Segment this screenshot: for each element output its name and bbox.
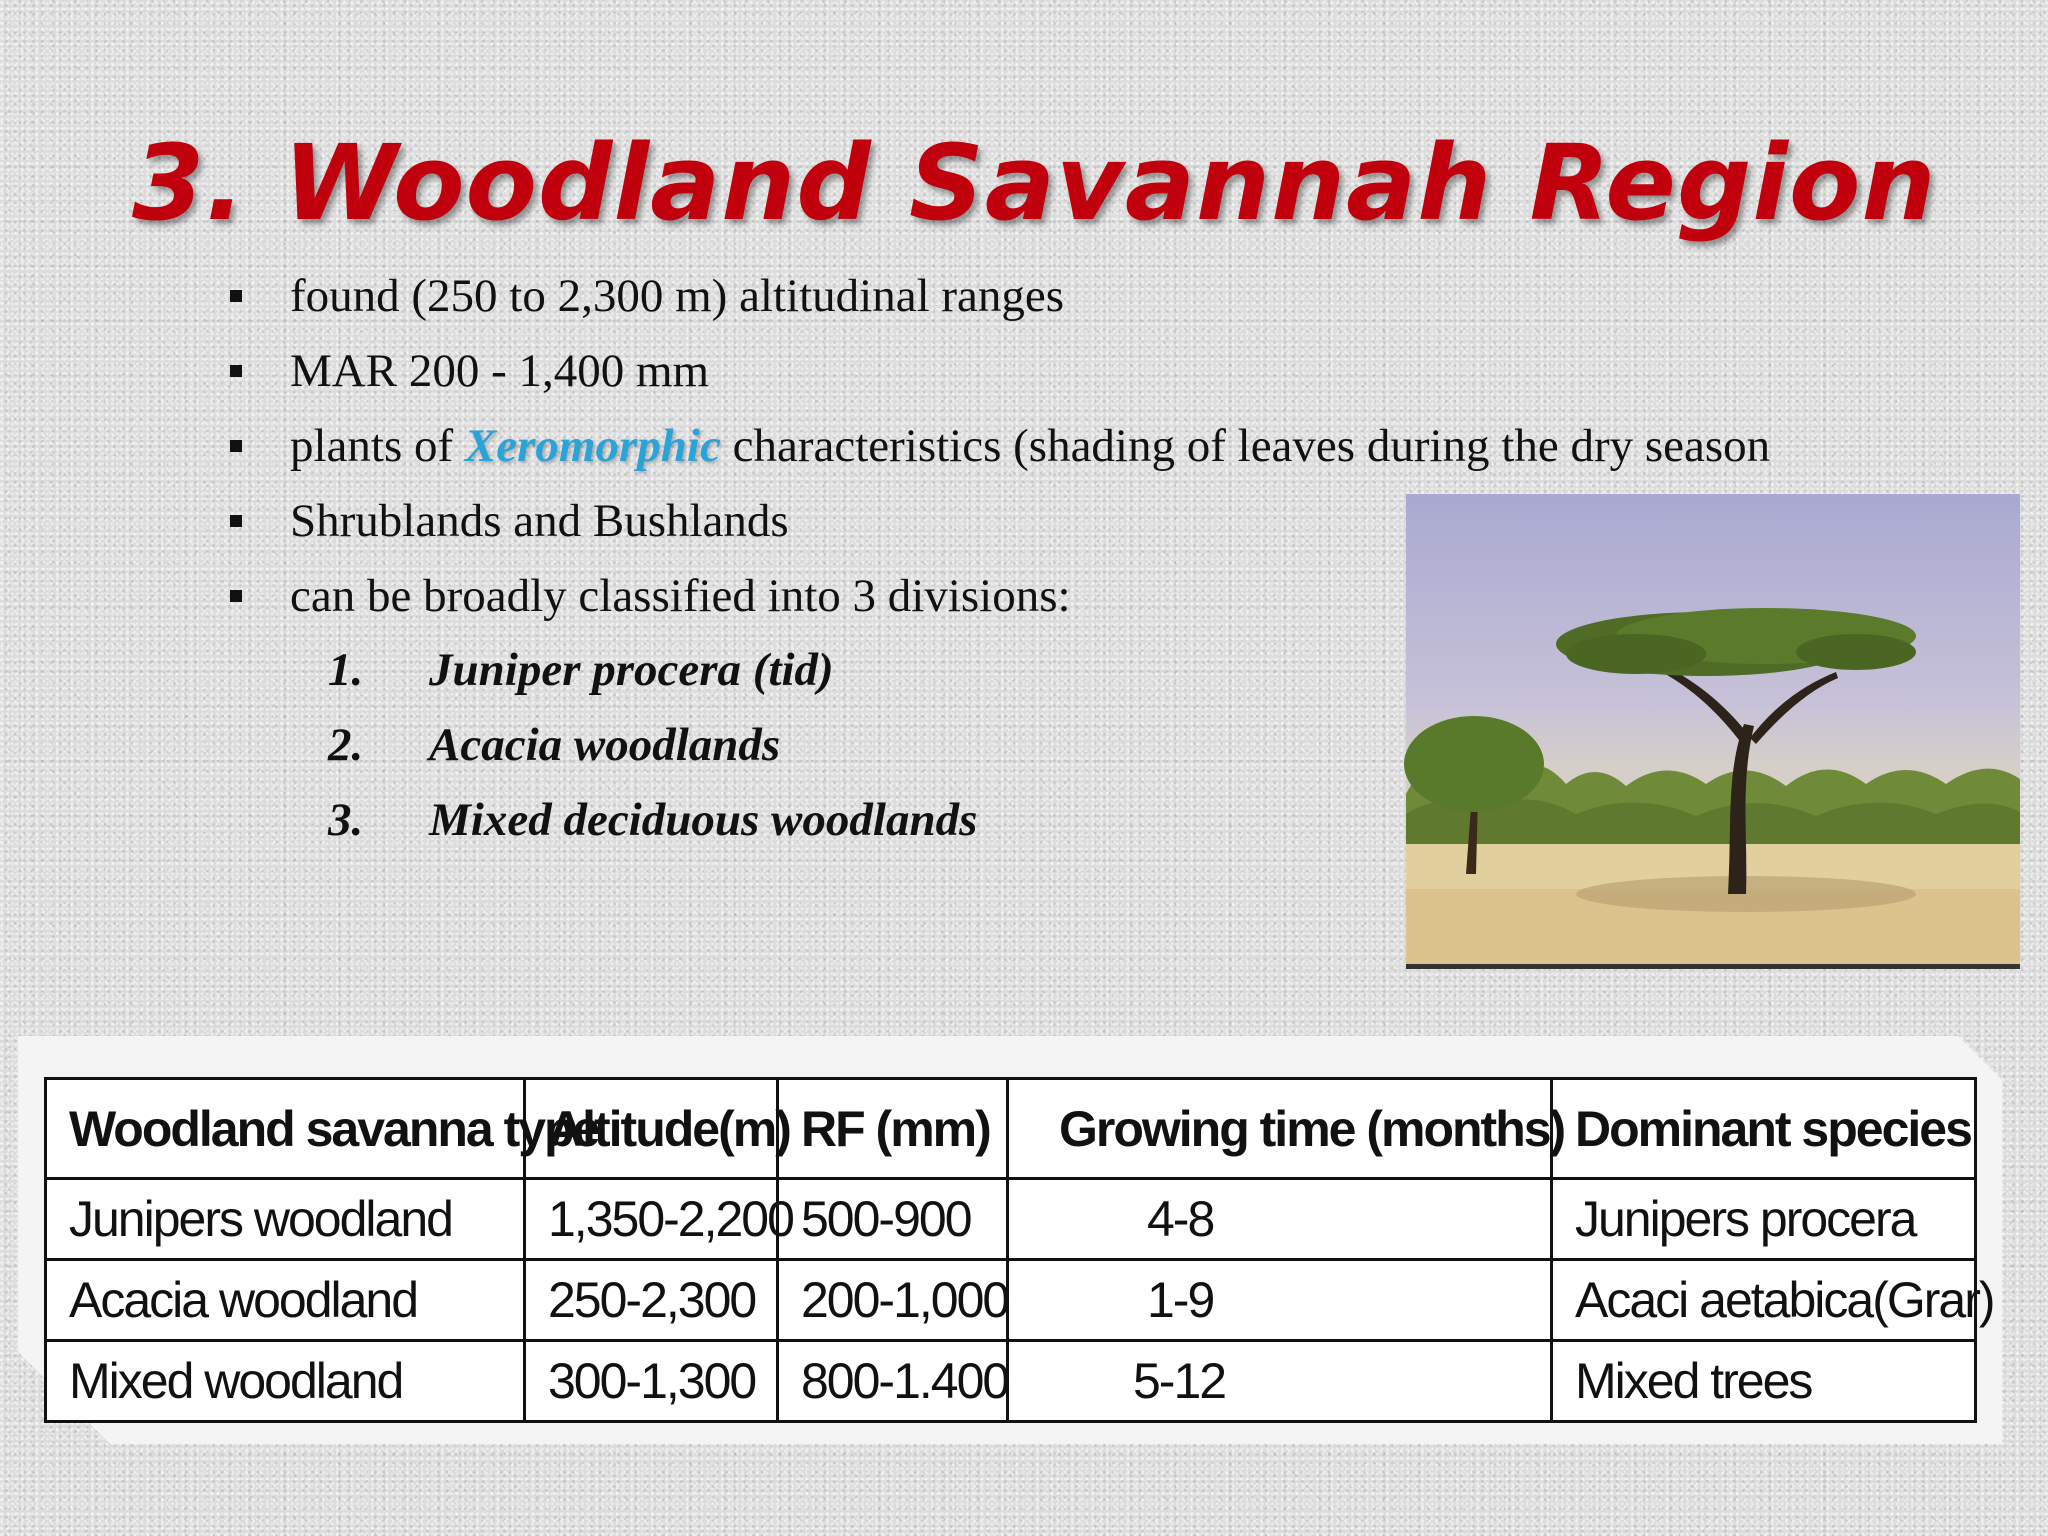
bullet-square-icon bbox=[230, 590, 242, 602]
division-label: Mixed deciduous woodlands bbox=[429, 794, 978, 846]
division-item bbox=[328, 788, 977, 863]
column-header: RF (mm) bbox=[778, 1079, 1008, 1179]
bullet-text: Shrublands and Bushlands bbox=[290, 495, 789, 547]
table-cell: Junipers procera bbox=[1552, 1179, 1976, 1260]
bullet-item bbox=[230, 264, 1770, 339]
bullet-square-icon bbox=[230, 515, 242, 527]
table-cell: Acaci aetabica(Grar) bbox=[1552, 1260, 1976, 1341]
division-label: Juniper procera (tid) bbox=[429, 644, 834, 696]
table-cell: 800-1.400 bbox=[778, 1341, 1008, 1422]
table-cell: 1-9 bbox=[1008, 1260, 1552, 1341]
column-header: Woodland savanna type bbox=[46, 1079, 525, 1179]
table-cell: 250-2,300 bbox=[525, 1260, 778, 1341]
table-cell: 1,350-2,200 bbox=[525, 1179, 778, 1260]
bullet-text: MAR 200 - 1,400 mm bbox=[290, 345, 710, 397]
table-cell: 5-12 bbox=[1008, 1341, 1552, 1422]
table-cell: 4-8 bbox=[1008, 1179, 1552, 1260]
division-number: 2. bbox=[328, 719, 364, 771]
bullet-square-icon bbox=[230, 365, 242, 377]
bullet-square-icon bbox=[230, 440, 242, 452]
division-number: 3. bbox=[328, 794, 364, 846]
division-list bbox=[328, 638, 977, 863]
column-header: Growing time (months) bbox=[1008, 1079, 1552, 1179]
division-item bbox=[328, 638, 977, 713]
bullet-item bbox=[230, 414, 1770, 489]
slide-title: 3. Woodland Savannah Region bbox=[132, 122, 1937, 244]
table-cell: Mixed woodland bbox=[46, 1341, 525, 1422]
bullet-item bbox=[230, 339, 1770, 414]
table-cell: Acacia woodland bbox=[46, 1260, 525, 1341]
table-row bbox=[46, 1179, 1976, 1260]
table-cell: 500-900 bbox=[778, 1179, 1008, 1260]
table-cell: 200-1,000 bbox=[778, 1260, 1008, 1341]
bullet-highlight-term: Xeromorphic bbox=[464, 420, 721, 472]
bullet-square-icon bbox=[230, 290, 242, 302]
division-label: Acacia woodlands bbox=[429, 719, 781, 771]
table-cell: Junipers woodland bbox=[46, 1179, 525, 1260]
table-row bbox=[46, 1341, 1976, 1422]
bullet-text-after: characteristics (shading of leaves during the dry season bbox=[720, 420, 1771, 472]
column-header: Altitude(m) bbox=[525, 1079, 778, 1179]
table-row bbox=[46, 1260, 1976, 1341]
division-number: 1. bbox=[328, 644, 364, 696]
table-header-row bbox=[46, 1079, 1976, 1179]
division-item bbox=[328, 713, 977, 788]
table-cell: 300-1,300 bbox=[525, 1341, 778, 1422]
bullet-text: can be broadly classified into 3 divisions: bbox=[290, 570, 1071, 622]
bullet-text: found (250 to 2,300 m) altitudinal ranges bbox=[290, 270, 1065, 322]
column-header: Dominant species bbox=[1552, 1079, 1976, 1179]
woodland-savanna-table bbox=[44, 1077, 1994, 1423]
table-cell: Mixed trees bbox=[1552, 1341, 1976, 1422]
acacia-tree-photo bbox=[1406, 494, 2020, 969]
bullet-text-before: plants of bbox=[290, 420, 465, 472]
acacia-tree-illustration bbox=[1406, 494, 2020, 964]
